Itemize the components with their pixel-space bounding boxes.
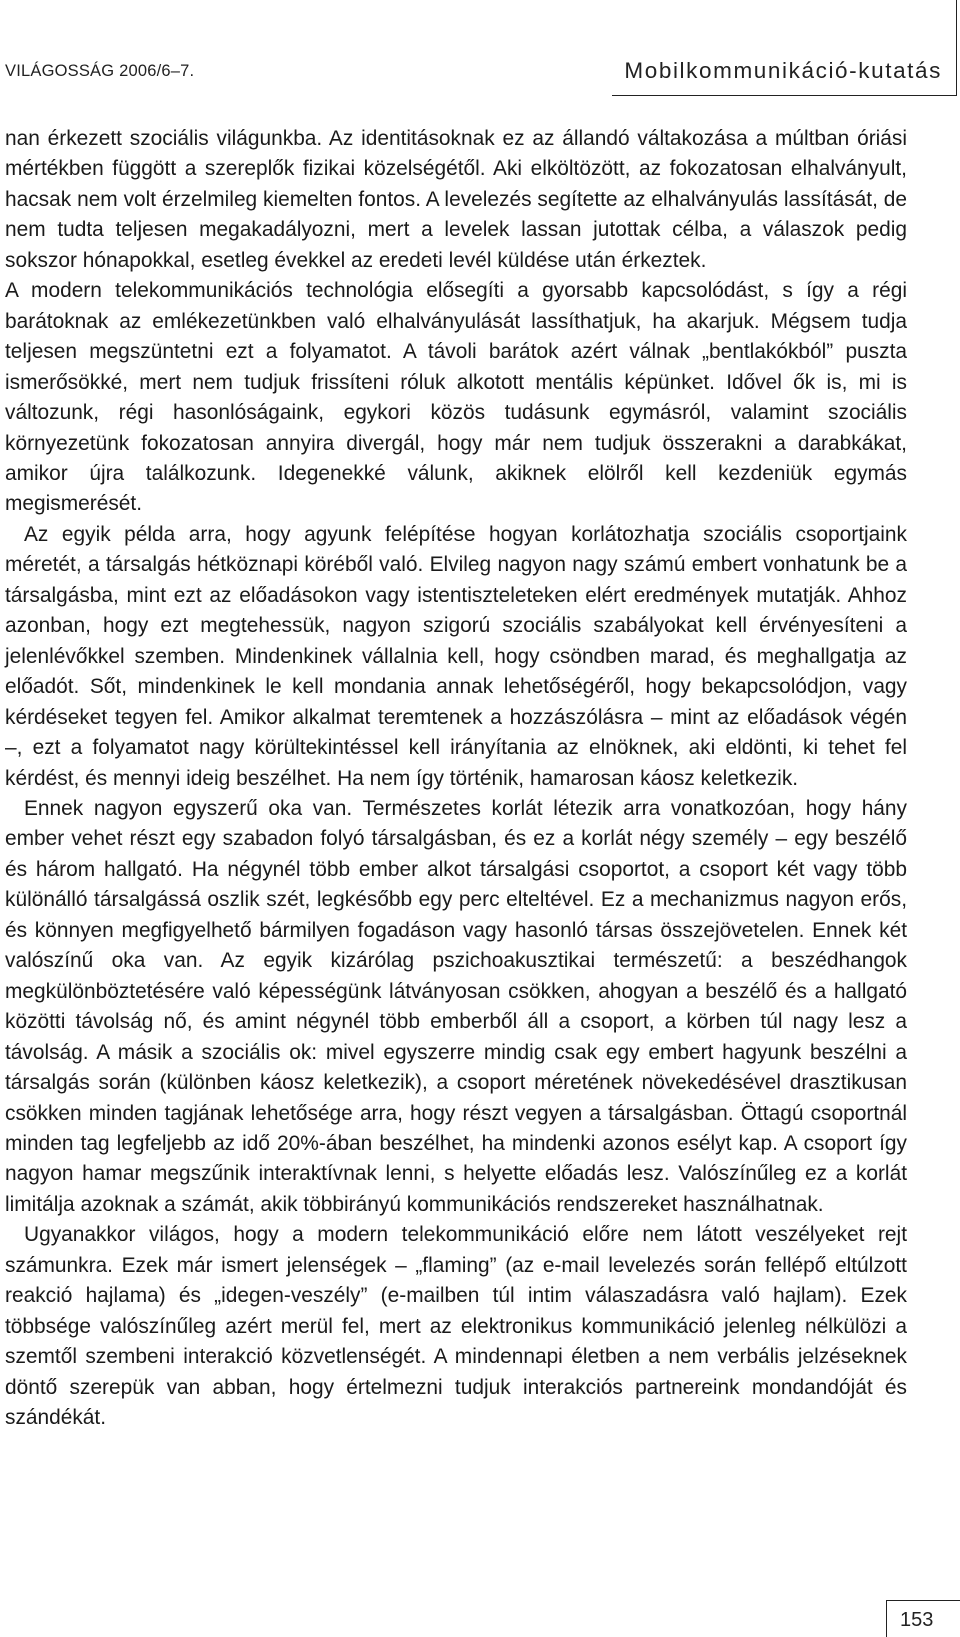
section-title: Mobilkommunikáció-kutatás bbox=[624, 58, 942, 83]
page-number-box bbox=[886, 1600, 960, 1637]
page-number: 153 bbox=[900, 1609, 934, 1631]
section-header-box bbox=[612, 0, 957, 96]
paragraph-2: A modern telekommunikációs technológia elősegíti a gyorsabb kapcsolódást, s így a régi barátoknak az emlékezetünkben való elhalványulását lassíthatjuk, ha akarjuk. Mégsem tudja teljesen megszüntetni ezt a folyamatot. A távoli barátok azért válnak „bentlakókból” puszta ismerősökké, mert nem tudjuk frissíteni róluk alkotott mentális képünket. Idővel ők is, mi is változunk, régi hasonlóságaink, egykori közös tudásunk egymásról, valamint szociális környezetünk fokozatosan annyira divergál, hogy már nem tudjuk összerakni a darabkákat, amikor újra találkozunk. Idegenekké válunk, akiknek elölről kell kezdeniük egymás megismerését. bbox=[5, 279, 907, 516]
paragraph-3: Az egyik példa arra, hogy agyunk felépítése hogyan korlátozhatja szociális csoportjaink méretét, a társalgás hétköznapi köréből való. Elvileg nagyon nagy számú embert vonhatunk be a társalgásba, mint ezt az előadásokon vagy istentiszteleteken elért eredmények mutatják. Ahhoz azonban, hogy ezt megtehessük, nagyon szigorú szociális szabályokat kell érvényesíteni a jelenlévőkkel szemben. Mindenkinek vállalnia kell, hogy csöndben marad, és meghallgatja az előadót. Sőt, mindenkinek le kell mondania annak lehetőségéről, hogy bekapcsolódjon, vagy kérdéseket tegyen fel. Amikor alkalmat teremtenek a hozzászólásra – mint az előadások végén –, ezt a folyamatot nagy körültekintéssel kell irányítania az elnöknek, aki eldönti, ki tehet fel kérdést, és mennyi ideig beszélhet. Ha nem így történik, hamarosan káosz keletkezik. bbox=[5, 522, 907, 790]
paragraph-5: Ugyanakkor világos, hogy a modern telekommunikáció előre nem látott veszélyeket rejt számunkra. Ezek már ismert jelenségek – „flaming” (az e-mail levelezés során fellépő eltúlzott reakció hajlama) és „idegen-veszély” (e-mailben túl intim válaszadásra való hajlam). Ezek többsége valószínűleg azért merül fel, mert az elektronikus kommunikáció jelenleg nélkülözi a szemtől szembeni interakció közvetlenségét. A mindennapi életben a nem verbális jelzéseknek döntő szerepük van abban, hogy értelmezni tudjuk interakciós partnereink mondandóját és szándékát. bbox=[5, 1223, 907, 1430]
article-body bbox=[5, 124, 907, 1433]
paragraph-4: Ennek nagyon egyszerű oka van. Természetes korlát létezik arra vonatkozóan, hogy hány ember vehet részt egy szabadon folyó társalgásban, és ez a korlát négy személy – egy beszélő és három hallgató. Ha négynél több ember alkot társalgási csoportot, a csoport két vagy több különálló társalgássá oszlik szét, legkésőbb egy perc elteltével. Ez a mechanizmus nagyon erős, és könnyen megfigyelhető bármilyen fogadáson vagy hasonló társas összejövetelen. Ennek két valószínű oka van. Az egyik kizárólag pszichoakusztikai természetű: a beszédhangok megkülönböztetésére való képességünk látványosan csökken, ahogyan a beszélő és a hallgató közötti távolság nő, és amint négynél több emberből áll a csoport, a körben túl nagy lesz a távolság. A másik a szociális ok: mivel egyszerre mindig csak egy embert hagyunk beszélni a társalgás során (különben káosz keletkezik), a csoport méretének növekedésével drasztikusan csökken minden tagjának lehetősége arra, hogy részt vegyen a társalgásban. Öttagú csoportnál minden tag legfeljebb az idő 20%-ában beszélhet, ha mindenki azonos esélyt kap. A csoport így nagyon hamar megszűnik interaktívnak lenni, s helyette előadás lesz. Valószínűleg ez a korlát limitálja azoknak a számát, akik többirányú kommunikációs rendszereket használhatnak. bbox=[5, 796, 907, 1216]
journal-header: VILÁGOSSÁG 2006/6–7. bbox=[5, 62, 195, 80]
paragraph-1: nan érkezett szociális világunkba. Az identitásoknak ez az állandó váltakozása a múltban óriási mértékben függött a szereplők fizikai közelségétől. Aki elköltözött, az fokozatosan elhalványult, hacsak nem volt érzelmileg kiemelten fontos. A levelezés segítette az elhalványulás lassítását, de nem tudta teljesen megakadályozni, mert a levelek lassan jutottak célba, a válaszok pedig sokszor hónapokkal, esetleg évekkel az eredeti levél küldése után érkeztek. bbox=[5, 127, 907, 272]
